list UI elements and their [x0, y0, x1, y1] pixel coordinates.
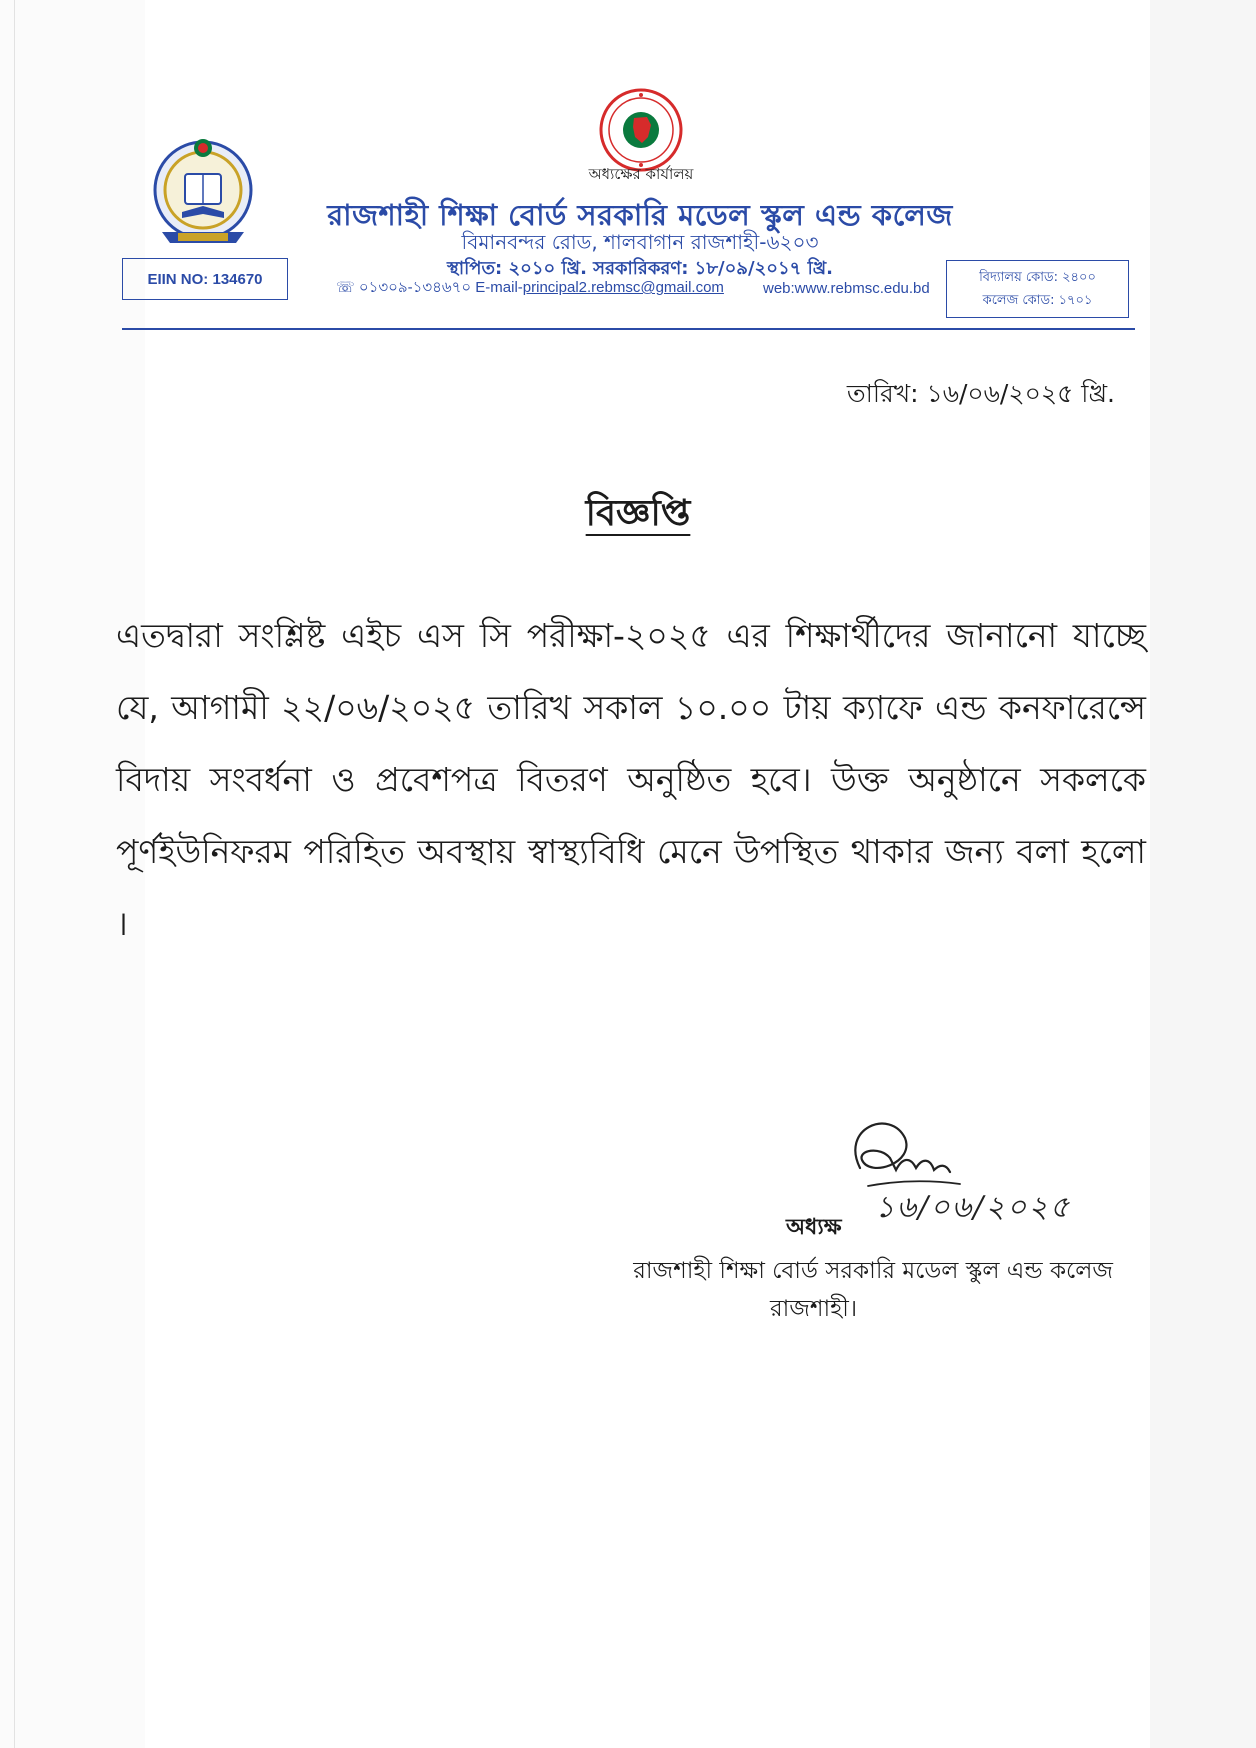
notice-title: বিজ্ঞপ্তি: [585, 493, 691, 534]
website-link[interactable]: web:www.rebmsc.edu.bd: [763, 280, 930, 297]
office-label: অধ্যক্ষের কার্যালয়: [588, 165, 694, 183]
eiin-number: EIIN NO: 134670: [147, 270, 263, 288]
signatory-organization: রাজশাহী শিক্ষা বোর্ড সরকারি মডেল স্কুল এন্ড কলেজ: [633, 1258, 1113, 1284]
handwritten-sign-date: ১৬/০৬/২০২৫: [875, 1190, 1072, 1225]
signatory-title: অধ্যক্ষ: [786, 1215, 842, 1240]
school-name: রাজশাহী শিক্ষা বোর্ড সরকারি মডেল স্কুল এন্ড কলেজ: [327, 198, 953, 232]
email-label: E-mail-: [475, 279, 523, 296]
email-link[interactable]: principal2.rebmsc@gmail.com: [522, 279, 724, 296]
school-code: বিদ্যালয় কোড: ২৪০০: [979, 270, 1096, 285]
header-divider: [122, 328, 1135, 330]
school-address: বিমানবন্দর রোড, শালবাগান রাজশাহী-৬২০৩: [461, 230, 819, 254]
college-code: কলেজ কোড: ১৭০১: [982, 293, 1093, 308]
notice-body: এতদ্বারা সংশ্লিষ্ট এইচ এস সি পরীক্ষা-২০২৫ এর শিক্ষার্থীদের জানানো যাচ্ছে যে, আগামী ২২/০৬/২০২৫ তারিখ সকাল ১০.০০ টায় ক্যাফে এন্ড কনফারেন্সে বিদায় সংবর্ধনা ও প্রবেশপত্র বিতরণ অনুষ্ঠিত হবে। উক্ত অনুষ্ঠানে সকলকে পূর্ণইউনিফরম পরিহিত অবস্থায় স্বাস্থ্যবিধি মেনে উপস্থিত থাকার জন্য বলা হলো ।: [116, 616, 1146, 943]
phone-number: ☏ ০১৩০৯-১৩৪৬৭০: [336, 279, 472, 296]
institution-code-box: [946, 260, 1129, 318]
government-seal-icon: [598, 87, 684, 173]
scan-edge: [14, 0, 15, 1748]
notice-date: তারিখ: ১৬/০৬/২০২৫ খ্রি.: [846, 379, 1115, 408]
signatory-city: রাজশাহী।: [770, 1296, 858, 1322]
contact-line: [336, 276, 956, 301]
established-dates: স্থাপিত: ২০১০ খ্রি. সরকারিকরণ: ১৮/০৯/২০১৭ খ্রি.: [447, 258, 833, 279]
eiin-box: [122, 258, 288, 300]
scan-shade-right: [1150, 0, 1256, 1748]
